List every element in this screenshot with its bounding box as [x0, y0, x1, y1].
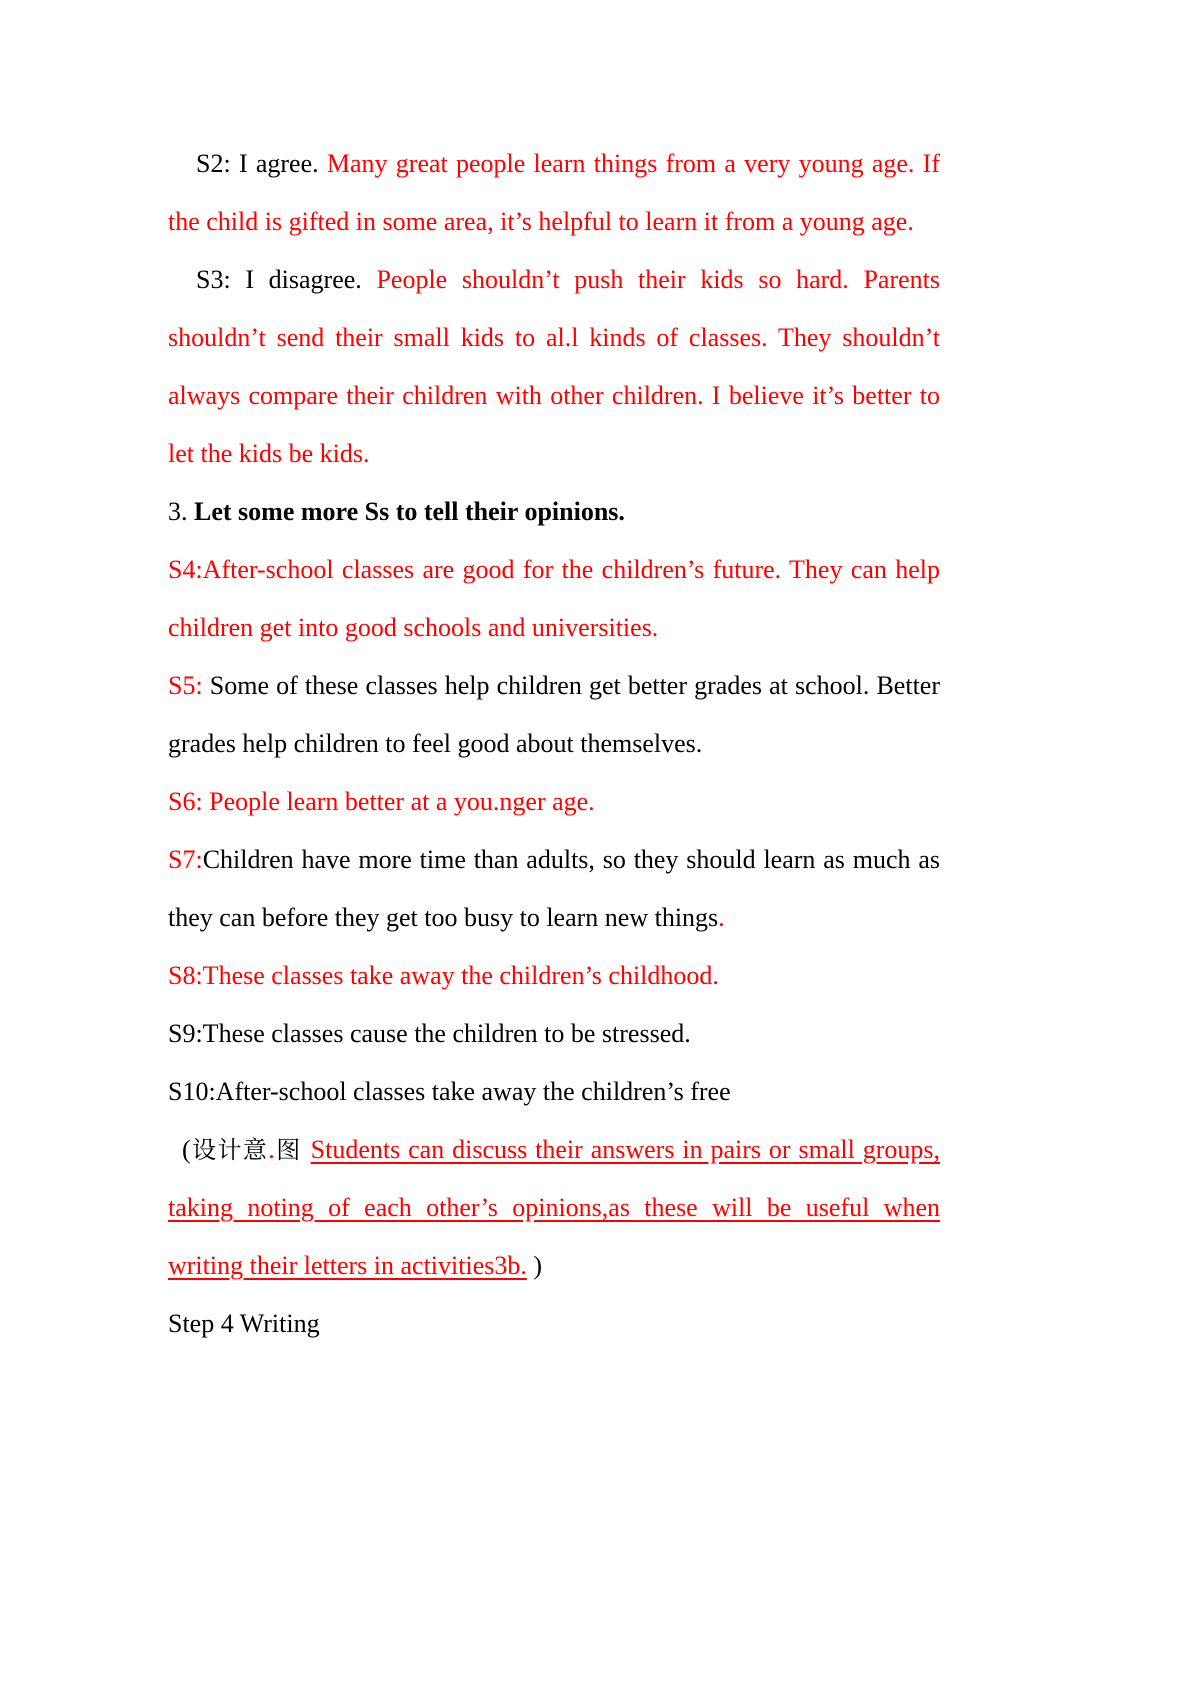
design-open-paren: (: [182, 1135, 191, 1164]
s8-paragraph: [168, 947, 940, 1005]
s7-text: Children have more time than adults, so they should learn as much as they can before they get too busy to learn new things: [168, 845, 940, 932]
s10-paragraph: [168, 1063, 940, 1121]
step3-number: 3.: [168, 497, 194, 526]
s3-disagree: I disagree.: [245, 265, 377, 294]
s6-stray-mark: .: [492, 787, 500, 816]
s4-paragraph: [168, 541, 940, 657]
s5-speaker: S5:: [168, 671, 203, 700]
s7-paragraph: [168, 831, 940, 947]
document-body: [168, 135, 940, 1353]
s7-speaker: S7:: [168, 845, 203, 874]
s6-text-part-a: S6: People learn better at a you: [168, 787, 493, 816]
s6-paragraph: [168, 773, 940, 831]
s10-text: S10:After-school classes take away the children’s free: [168, 1077, 731, 1106]
s9-paragraph: [168, 1005, 940, 1063]
s4-text: S4:After-school classes are good for the children’s future. They can help children get into good schools and universities.: [168, 555, 940, 642]
s7-end-mark: .: [718, 903, 725, 932]
s3-speaker: S3:: [196, 265, 246, 294]
s2-agree: I agree.: [238, 149, 327, 178]
s2-paragraph: [168, 135, 940, 251]
design-intent-text: Students can discuss their answers in pairs or small groups, taking noting of each other’s opinions,as these will be useful when writing their letters in activities3b.: [168, 1135, 940, 1280]
design-label-part-a: 设计意: [190, 1136, 269, 1164]
s6-text-part-b: nger age.: [499, 787, 595, 816]
step4-heading: [168, 1295, 940, 1353]
design-label-part-b: 图: [274, 1136, 311, 1164]
s3-text-part-b: l kinds of classes. They shouldn’t always compare their children with other children. I believe it’s better to let the kids be kids.: [168, 323, 940, 468]
step3-heading: [168, 483, 940, 541]
s5-paragraph: [168, 657, 940, 773]
step3-title: Let some more Ss to tell their opinions.: [194, 497, 625, 526]
s8-text: S8:These classes take away the children’s childhood.: [168, 961, 719, 990]
step4-text: Step 4 Writing: [168, 1309, 320, 1338]
s9-text: S9:These classes cause the children to be stressed.: [168, 1019, 691, 1048]
design-close-paren: ): [526, 1251, 543, 1280]
s3-paragraph: [168, 251, 940, 483]
s5-text: Some of these classes help children get better grades at school. Better grades help children to feel good about themselves.: [168, 671, 940, 758]
design-intent-paragraph: [168, 1121, 940, 1295]
s2-text: Many great people learn things from a very young age. If the child is gifted in some area, it’s helpful to learn it from a young age.: [168, 149, 940, 236]
s3-stray-mark: .: [564, 323, 572, 352]
s3-text-part-a: People shouldn’t push their kids so hard. Parents shouldn’t send their small kids to al: [168, 265, 940, 352]
design-label-mark: .: [268, 1135, 275, 1164]
s2-speaker: S2:: [196, 149, 239, 178]
